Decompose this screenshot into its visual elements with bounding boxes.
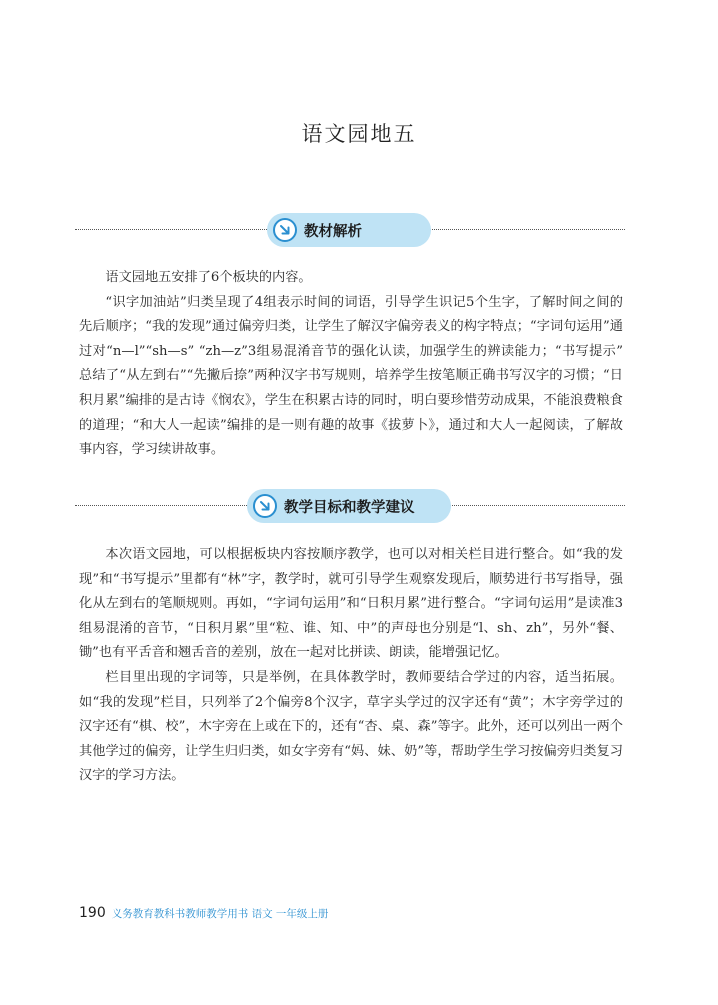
section-header-textbook-analysis (75, 213, 625, 247)
section-body-goals-and-suggestions (79, 543, 623, 789)
paragraph: 语文园地五安排了6个板块的内容。 (105, 270, 312, 285)
section-heading-pill (247, 489, 451, 523)
paragraph: 栏目里出现的字词等，只是举例，在具体教学时，教师要结合学过的内容，适当拓展。如“我的发现”栏目，只列举了2个偏旁8个汉字，草字头学过的汉字还有“黄”；木字旁学过的汉字还有“棋、校”，木字旁在上或在下的，还有“杏、桌、森”等字。此外，还可以列出一两个其他学过的偏旁，让学生归归类，如女字旁有“妈、妹、奶”等，帮助学生学习按偏旁归类复习汉字的学习方法。 (79, 669, 623, 784)
book-title: 义务教育教科书教师教学用书 语文 一年级上册 (111, 908, 329, 920)
section-heading-label: 教学目标和教学建议 (284, 499, 415, 516)
section-body-textbook-analysis (79, 266, 623, 463)
section-heading-label: 教材解析 (304, 223, 362, 240)
page-title: 语文园地五 (301, 122, 417, 146)
paragraph: 本次语文园地，可以根据板块内容按顺序教学，也可以对相关栏目进行整合。如“我的发现”和“书写提示”里都有“林”字，教学时，就可引导学生观察发现后，顺势进行书写指导，强化从左到右的笔顺规则。再如，“字词句运用”和“日积月累”进行整合。“字词句运用”是读准3组易混淆的音节，“日积月累”里“粒、谁、知、中”的声母也分别是“l、sh、zh”，另外“餐、锄”也有平舌音和翘舌音的差别，放在一起对比拼读、朗读，能增强记忆。 (79, 547, 623, 661)
section-header-goals-and-suggestions (75, 489, 625, 523)
arrow-down-right-circle-icon (273, 218, 297, 242)
page-number: 190 (79, 905, 106, 921)
arrow-down-right-circle-icon (253, 494, 277, 518)
section-heading-pill (267, 213, 431, 247)
page-footer (79, 905, 328, 921)
paragraph: “识字加油站”归类呈现了4组表示时间的词语，引导学生识记5个生字，了解时间之间的先后顺序；“我的发现”通过偏旁归类，让学生了解汉字偏旁表义的构字特点；“字词句运用”通过对“n—l”“sh—s” “zh—z”3组易混淆音节的强化认读，加强学生的辨读能力；“书写提示” 总结了“从左到右”“先撇后捺”两种汉字书写规则，培养学生按笔顺正确书写汉字的习惯；“日积月累”编排的是古诗《悯农》，学生在积累古诗的同时，明白要珍惜劳动成果，不能浪费粮食的道理；“和大人一起读”编排的是一则有趣的故事《拔萝卜》，通过和大人一起阅读，了解故事内容，学习续讲故事。 (79, 294, 623, 458)
